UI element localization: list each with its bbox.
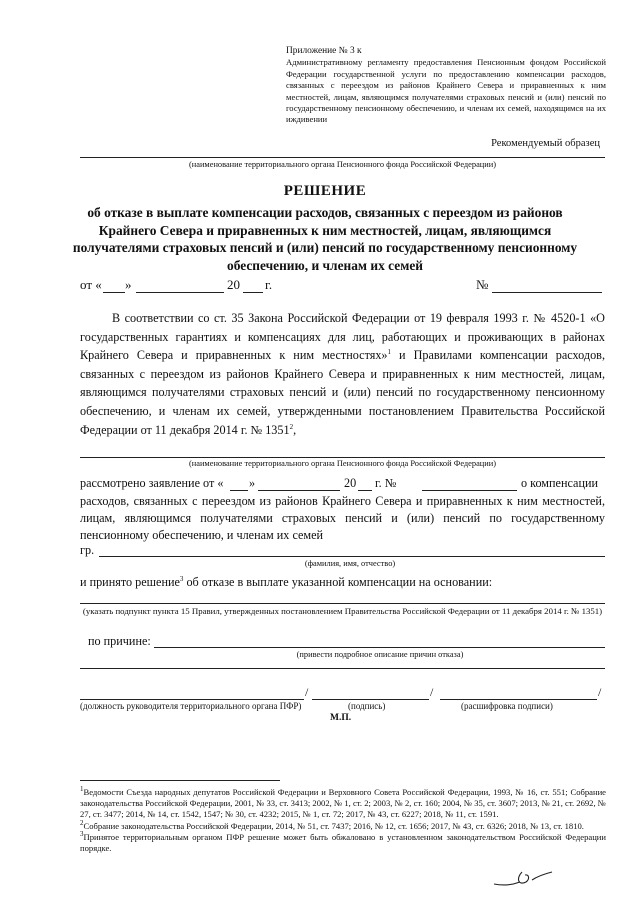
para2-number: г. №	[375, 476, 397, 490]
annex-heading: Приложение № 3 к	[286, 46, 362, 56]
position-caption: (должность руководителя территориального органа ПФР)	[80, 701, 302, 711]
citizen-caption: (фамилия, имя, отчество)	[304, 559, 396, 568]
signature-caption: (подпись)	[348, 701, 386, 711]
footnote-3: $^3$Принятое территориальным органом ПФР решение может быть обжаловано в установленном законодательством Российской Федерации порядке.	[80, 829, 606, 854]
basis-line	[80, 603, 605, 604]
year-blank	[243, 292, 263, 293]
basis-caption: (указать подпункт пункта 15 Правил, утвержденных постановлением Правительства Российской Федерации от 11 декабря 2014 г. № 1351)	[82, 606, 603, 616]
position-line	[80, 699, 304, 700]
footnotes	[80, 787, 606, 854]
legal-basis-paragraph	[80, 309, 605, 439]
slash-2: /	[430, 685, 434, 699]
footnote-ref-2: 2	[289, 422, 294, 431]
decoding-caption: (расшифровка подписи)	[461, 701, 553, 711]
para2-year: 20	[344, 476, 357, 490]
stamp-label: М.П.	[330, 713, 352, 723]
recommended-sample-label: Рекомендуемый образец	[491, 138, 600, 149]
month-blank	[136, 292, 224, 293]
day-blank	[103, 292, 125, 293]
para2-quote-close: »	[249, 476, 256, 490]
org-line-mid	[80, 457, 605, 458]
reason-line-1	[154, 647, 605, 648]
para2-day-blank	[230, 490, 248, 491]
footnote-ref-3: 3	[179, 574, 184, 583]
citizen-prefix: гр.	[80, 543, 95, 557]
annex-text: Административному регламенту предоставления Пенсионным фондом Российской Федерации государственной услуги по предоставлению компенсации расходов, связанных с переездом из районов Крайнего Севера и приравненных к ним местностей, лицам, являющимся получателями страховых пенсий и (или) пенсий по государственному пенсионному обеспечению, и членам их семей, находящимся на их иждивении	[286, 57, 606, 125]
org-caption-top: (наименование территориального органа Пенсионного фонда Российской Федерации)	[188, 160, 497, 169]
annex-header	[286, 46, 606, 126]
decoding-line	[440, 699, 597, 700]
document-title: РЕШЕНИЕ	[283, 183, 367, 199]
para1-text: В соответствии со ст. 35 Закона Российской Федерации от 19 февраля 1993 г. № 4520-1 «О государственных гарантиях и компенсациях для лиц, работающих и проживающих в районах Крайнего Севера и приравненных к ним местностях»	[80, 311, 605, 363]
para2-about: о компенсации	[521, 476, 599, 490]
slash-1: /	[305, 685, 309, 699]
para1-end: ,	[293, 422, 297, 437]
footnote-separator	[80, 780, 280, 781]
reason-caption: (привести подробное описание причин отказа)	[296, 650, 464, 659]
reason-label: по причине:	[88, 634, 151, 648]
para2-start: рассмотрено заявление от «	[80, 476, 224, 490]
org-caption-mid: (наименование территориального органа Пенсионного фонда Российской Федерации)	[188, 459, 497, 468]
document-subtitle: об отказе в выплате компенсации расходов, связанных с переездом из районов Крайнего Севера и приравненных к ним местностей, лицам, являющимся получателями страховых пенсий и (или) пенсий по государственному пенсионному обеспечению, и членам их семей	[72, 205, 578, 273]
number-sign: №	[476, 277, 489, 292]
para2-year-blank	[358, 490, 372, 491]
decision-text-b: об отказе в выплате указанной компенсации на основании:	[183, 575, 493, 589]
handwritten-signature	[492, 860, 562, 890]
number-blank	[492, 292, 602, 293]
org-line-top	[80, 157, 605, 158]
signature-line	[312, 699, 429, 700]
footnote-2: $^2$Собрание законодательства Российской Федерации, 2014, № 51, ст. 7437; 2016, № 12, ст. 1656; 2017, № 43, ст. 6326; 2018, № 13, ст. 1810.	[80, 818, 584, 831]
date-quote-close: »	[125, 277, 132, 292]
decision-text-a: и принято решение	[80, 575, 180, 589]
reason-line-2	[80, 668, 605, 669]
para2-number-blank	[422, 490, 517, 491]
citizen-name-line	[99, 556, 605, 557]
para1-cont: и Правилами компенсации расходов, связанных с переездом из районов Крайнего Севера и приравненных к ним местностей, лицам, являющимся получателями страховых пенсий и (или) пенсий по государственному пенсионному обеспечению, и членам их семей, утвержденными постановлением Правительства Российской Федерации от 11 декабря 2014 г. № 1351	[80, 348, 605, 437]
footnote-ref-1: 1	[387, 348, 392, 357]
date-year: 20	[227, 277, 240, 292]
footnote-1: $^1$Ведомости Съезда народных депутатов Российской Федерации и Верховного Совета Российской Федерации, 1993, № 16, ст. 551; Собрание законодательства Российской Федерации, 2001, № 33, ст. 3413; 2002, № 1, ст. 2; 2003, № 2, ст. 160; 2004, № 35, ст. 3607; 2013, № 21, ст. 2692, № 27, ст. 3477; 2014, № 14, ст. 1542, 1547; № 30, ст. 4232; 2015, № 1, ст. 72; 2017, № 43, ст. 6227; 2018, № 11, ст. 1591.	[80, 785, 606, 820]
para2-month-blank	[258, 490, 340, 491]
date-from: от «	[80, 277, 102, 292]
decision-line	[80, 575, 605, 590]
slash-3: /	[598, 685, 602, 699]
para2-rest: расходов, связанных с переездом из районов Крайнего Севера и приравненных к ним местностей, лицам, являющимся получателями страховых пенсий и (или) пенсий по государственному пенсионному обеспечению, и членам их семей	[80, 494, 605, 542]
date-year-suffix: г.	[265, 277, 273, 292]
